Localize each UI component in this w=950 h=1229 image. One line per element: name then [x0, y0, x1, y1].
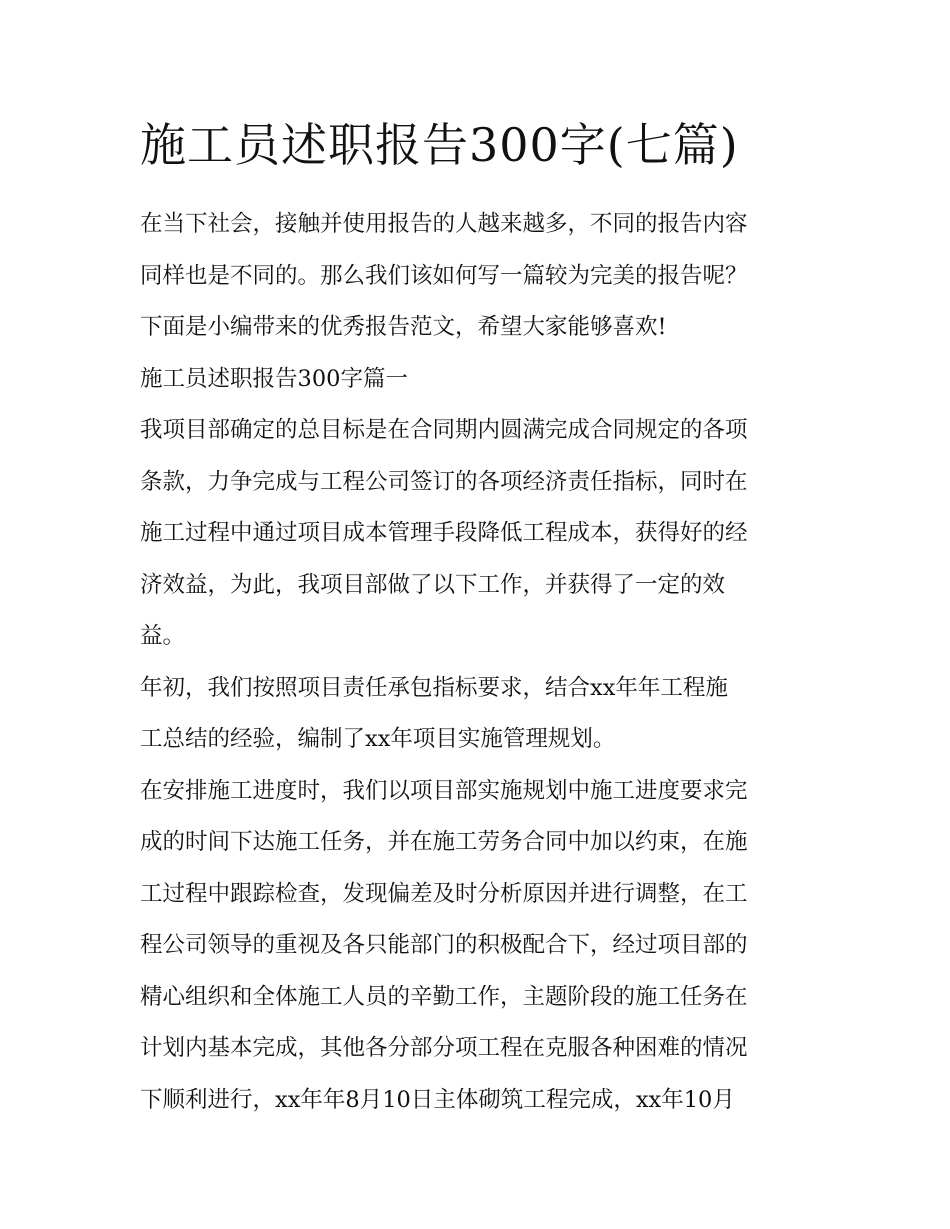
body-line: 工总结的经验，编制了xx年项目实施管理规划。 — [140, 726, 616, 752]
document-title: 施工员述职报告300字(七篇) — [140, 118, 739, 172]
body-line: 同样也是不同的。那么我们该如何写一篇较为完美的报告呢？ — [140, 262, 748, 289]
body-line: 年初，我们按照项目责任承包指标要求，结合xx年年工程施 — [140, 674, 728, 701]
body-line: 程公司领导的重视及各只能部门的积极配合下，经过项目部的 — [140, 932, 748, 958]
body-line: 精心组织和全体施工人员的辛勤工作，主题阶段的施工任务在 — [140, 983, 748, 1010]
body-line: 成的时间下达施工任务，并在施工劳务合同中加以约束，在施 — [140, 829, 748, 855]
body-line: 在当下社会，接触并使用报告的人越来越多，不同的报告内容 — [140, 211, 748, 237]
body-line: 在安排施工进度时，我们以项目部实施规划中施工进度要求完 — [140, 777, 748, 804]
body-line: 下面是小编带来的优秀报告范文，希望大家能够喜欢! — [140, 314, 667, 340]
body-line: 下顺利进行，xx年年8月10日主体砌筑工程完成，xx年10月 — [140, 1086, 735, 1113]
body-line: 条款，力争完成与工程公司签订的各项经济责任指标，同时在 — [140, 468, 748, 495]
body-line: 施工过程中通过项目成本管理手段降低工程成本，获得好的经 — [140, 520, 748, 546]
body-line: 益。 — [140, 623, 186, 649]
document-body — [140, 199, 816, 1126]
body-line: 工过程中跟踪检查，发现偏差及时分析原因并进行调整，在工 — [140, 880, 748, 907]
body-line: 我项目部确定的总目标是在合同期内圆满完成合同规定的各项 — [140, 417, 748, 443]
section-heading: 施工员述职报告300字篇一 — [140, 365, 408, 392]
body-line: 济效益，为此，我项目部做了以下工作，并获得了一定的效 — [140, 571, 726, 598]
body-line: 计划内基本完成，其他各分部分项工程在克服各种困难的情况 — [140, 1035, 748, 1061]
